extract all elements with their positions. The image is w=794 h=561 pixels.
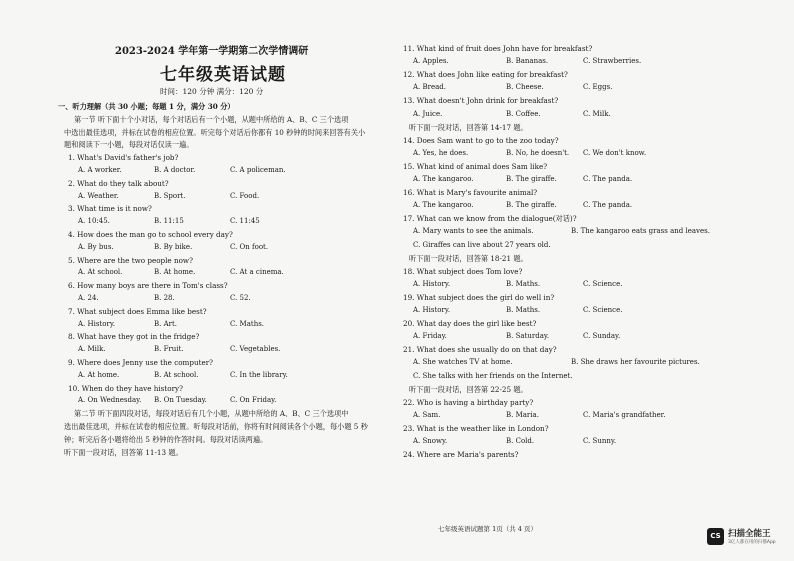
question-text: 24. Where are Maria's parents?: [403, 450, 519, 460]
exam-title: 七年级英语试题: [160, 65, 286, 85]
answer-option: C. 11:45: [230, 217, 260, 226]
answer-option: B. Maths.: [506, 279, 541, 288]
page-footer: 七年级英语试题第 1页（共 4 页）: [438, 525, 537, 533]
answer-option: C. On foot.: [230, 242, 269, 251]
answer-option: B. Cold.: [506, 437, 535, 445]
scanner-watermark: [707, 527, 776, 545]
question-text: 3. What time is it now?: [68, 204, 152, 214]
watermark-subtitle: 3亿人都在用的扫描App: [728, 540, 776, 545]
answer-option: B. 11:15: [154, 217, 184, 226]
answer-option: C. The panda.: [583, 201, 633, 210]
instruction-text: 听下面一段对话，回答第 11-13 题。: [64, 447, 183, 457]
answer-option: C. Maths.: [230, 319, 265, 328]
answer-option: A. At school.: [78, 268, 123, 277]
answer-option: B. Bananas.: [506, 57, 549, 66]
answer-option: A. Yes, he does.: [413, 148, 469, 157]
answer-option: B. Cheese.: [506, 83, 544, 92]
answer-option: A. The kangaroo.: [413, 201, 474, 210]
answer-option: C. Science.: [583, 306, 623, 314]
question-text: 21. What does she usually do on that day?: [403, 345, 557, 355]
answer-option: B. Maria.: [506, 410, 539, 419]
exam-meta: 时间：120 分钟 满分：120 分: [160, 87, 264, 96]
answer-option: C. A policeman.: [230, 166, 286, 174]
question-text: 13. What doesn't John drink for breakfast?: [403, 96, 559, 106]
answer-option: A. Snowy.: [413, 437, 448, 445]
answer-option: C. We don't know.: [583, 148, 647, 157]
exam-term-header: 2023-2024 学年第一学期第二次学情调研: [115, 46, 309, 57]
answer-option: C. Food.: [230, 191, 260, 200]
instruction-text: 题和阅读下一小题，每段对话仅读一遍。: [64, 140, 194, 150]
answer-option: B. She draws her favourite pictures.: [571, 358, 700, 367]
answer-option: A. History.: [78, 319, 116, 328]
answer-option: B. By bike.: [154, 242, 193, 251]
answer-option: A. She watches TV at home.: [413, 358, 513, 367]
question-text: 8. What have they got in the fridge?: [68, 332, 200, 342]
answer-option: C. In the library.: [230, 370, 288, 379]
answer-option: A. At home.: [78, 370, 120, 379]
answer-option: C. Maria's grandfather.: [583, 410, 666, 419]
answer-option: C. She talks with her friends on the Internet.: [413, 371, 573, 380]
question-text: 5. Where are the two people now?: [68, 255, 193, 265]
answer-option: B. Fruit.: [154, 345, 184, 354]
answer-option: A. History.: [413, 279, 451, 288]
answer-option: A. Apples.: [413, 57, 449, 66]
answer-option: A. Milk.: [78, 345, 106, 354]
question-text: 17. What can we know from the dialogue(对话)?: [403, 214, 577, 224]
answer-option: A. 24.: [78, 294, 99, 302]
answer-option: B. At school.: [154, 370, 199, 379]
question-text: 9. Where does Jenny use the computer?: [68, 358, 214, 367]
answer-option: B. Coffee.: [506, 109, 541, 118]
instruction-text: 听下面一段对话，回答第 14-17 题。: [409, 122, 528, 132]
answer-option: C. Sunday.: [583, 332, 621, 341]
question-text: 19. What subject does the girl do well in?: [403, 292, 555, 302]
question-text: 1. What's David's father's job?: [68, 153, 179, 163]
instruction-text: 第二节 听下面四段对话，每段对话后有几个小题，从题中所给的 A、B、C 三个选项中: [74, 409, 349, 419]
question-text: 14. Does Sam want to go to the zoo today?: [403, 135, 559, 145]
question-text: 16. What is Mary's favourite animal?: [403, 188, 538, 198]
answer-option: C. Giraffes can live about 27 years old.: [413, 240, 551, 249]
question-text: 7. What subject does Emma like best?: [68, 306, 207, 316]
answer-option: B. The giraffe.: [506, 175, 557, 183]
answer-option: C. Milk.: [583, 109, 611, 118]
answer-option: B. 28.: [154, 294, 175, 302]
answer-option: A. Weather.: [78, 191, 119, 200]
camscanner-icon: CS: [707, 528, 724, 545]
answer-option: A. The kangaroo.: [413, 175, 474, 183]
answer-option: C. Eggs.: [583, 83, 613, 92]
answer-option: C. At a cinema.: [230, 268, 284, 277]
answer-option: B. Sport.: [154, 191, 186, 200]
answer-option: C. Strawberries.: [583, 57, 642, 66]
answer-option: A. 10:45.: [78, 217, 110, 226]
answer-option: C. Science.: [583, 279, 623, 288]
question-text: 23. What is the weather like in London?: [403, 423, 549, 433]
answer-option: A. On Wednesday.: [78, 396, 142, 405]
answer-option: C. 52.: [230, 294, 251, 302]
answer-option: B. Art.: [154, 319, 178, 328]
instruction-text: 选出最佳选项，并标在试卷的相应位置。听每段对话前，你将有时间阅读各个小题，每小题 5 秒: [64, 422, 368, 431]
answer-option: A. Mary wants to see the animals.: [413, 227, 534, 236]
answer-option: C. Vegetables.: [230, 345, 281, 354]
answer-option: A. Sam.: [413, 410, 441, 419]
instruction-text: 第一节 听下面十个小对话，每个对话后有一个小题，从题中所给的 A、B、C 三个选项: [74, 114, 349, 124]
answer-option: C. The panda.: [583, 175, 633, 183]
question-text: 22. Who is having a birthday party?: [403, 397, 534, 407]
question-text: 10. When do they have history?: [68, 383, 183, 393]
answer-option: A. Bread.: [413, 83, 447, 92]
question-text: 4. How does the man go to school every day?: [68, 230, 233, 239]
instruction-text: 中选出最佳选项，并标在试卷的相应位置。听完每个对话后你都有 10 秒钟的时间来回答有关小: [64, 127, 366, 137]
instruction-text: 听下面一段对话，回答第 22-25 题。: [409, 384, 528, 394]
answer-option: B. Maths.: [506, 306, 541, 314]
question-text: 20. What day does the girl like best?: [403, 319, 537, 329]
question-text: 15. What kind of animal does Sam like?: [403, 161, 548, 171]
question-text: 12. What does John like eating for breakfast?: [403, 70, 568, 80]
instruction-text: 听下面一段对话，回答第 18-21 题。: [409, 253, 528, 263]
question-text: 18. What subject does Tom love?: [403, 266, 523, 276]
answer-option: A. By bus.: [78, 242, 114, 251]
section-heading: 一、听力理解（共 30 小题；每题 1 分，满分 30 分）: [58, 102, 235, 111]
question-text: 11. What kind of fruit does John have for breakfast?: [403, 44, 593, 53]
answer-option: C. On Friday.: [230, 396, 277, 405]
watermark-title: 扫描全能王: [728, 529, 771, 539]
answer-option: A. History.: [413, 306, 451, 314]
answer-option: B. A doctor.: [154, 166, 196, 174]
answer-option: B. The kangaroo eats grass and leaves.: [571, 227, 710, 236]
answer-option: B. On Tuesday.: [154, 396, 207, 405]
answer-option: A. Juice.: [413, 109, 443, 118]
instruction-text: 钟；听完后各小题将给出 5 秒钟的作答时间。每段对话读两遍。: [64, 434, 268, 444]
answer-option: A. Friday.: [413, 332, 447, 341]
answer-option: B. Saturday.: [506, 332, 550, 341]
question-text: 6. How many boys are there in Tom's class?: [68, 281, 228, 291]
answer-option: B. No, he doesn't.: [506, 148, 570, 157]
question-text: 2. What do they talk about?: [68, 178, 169, 188]
answer-option: C. Sunny.: [583, 437, 617, 445]
answer-option: B. The giraffe.: [506, 201, 557, 210]
answer-option: B. At home.: [154, 268, 196, 277]
answer-option: A. A worker.: [78, 166, 122, 174]
